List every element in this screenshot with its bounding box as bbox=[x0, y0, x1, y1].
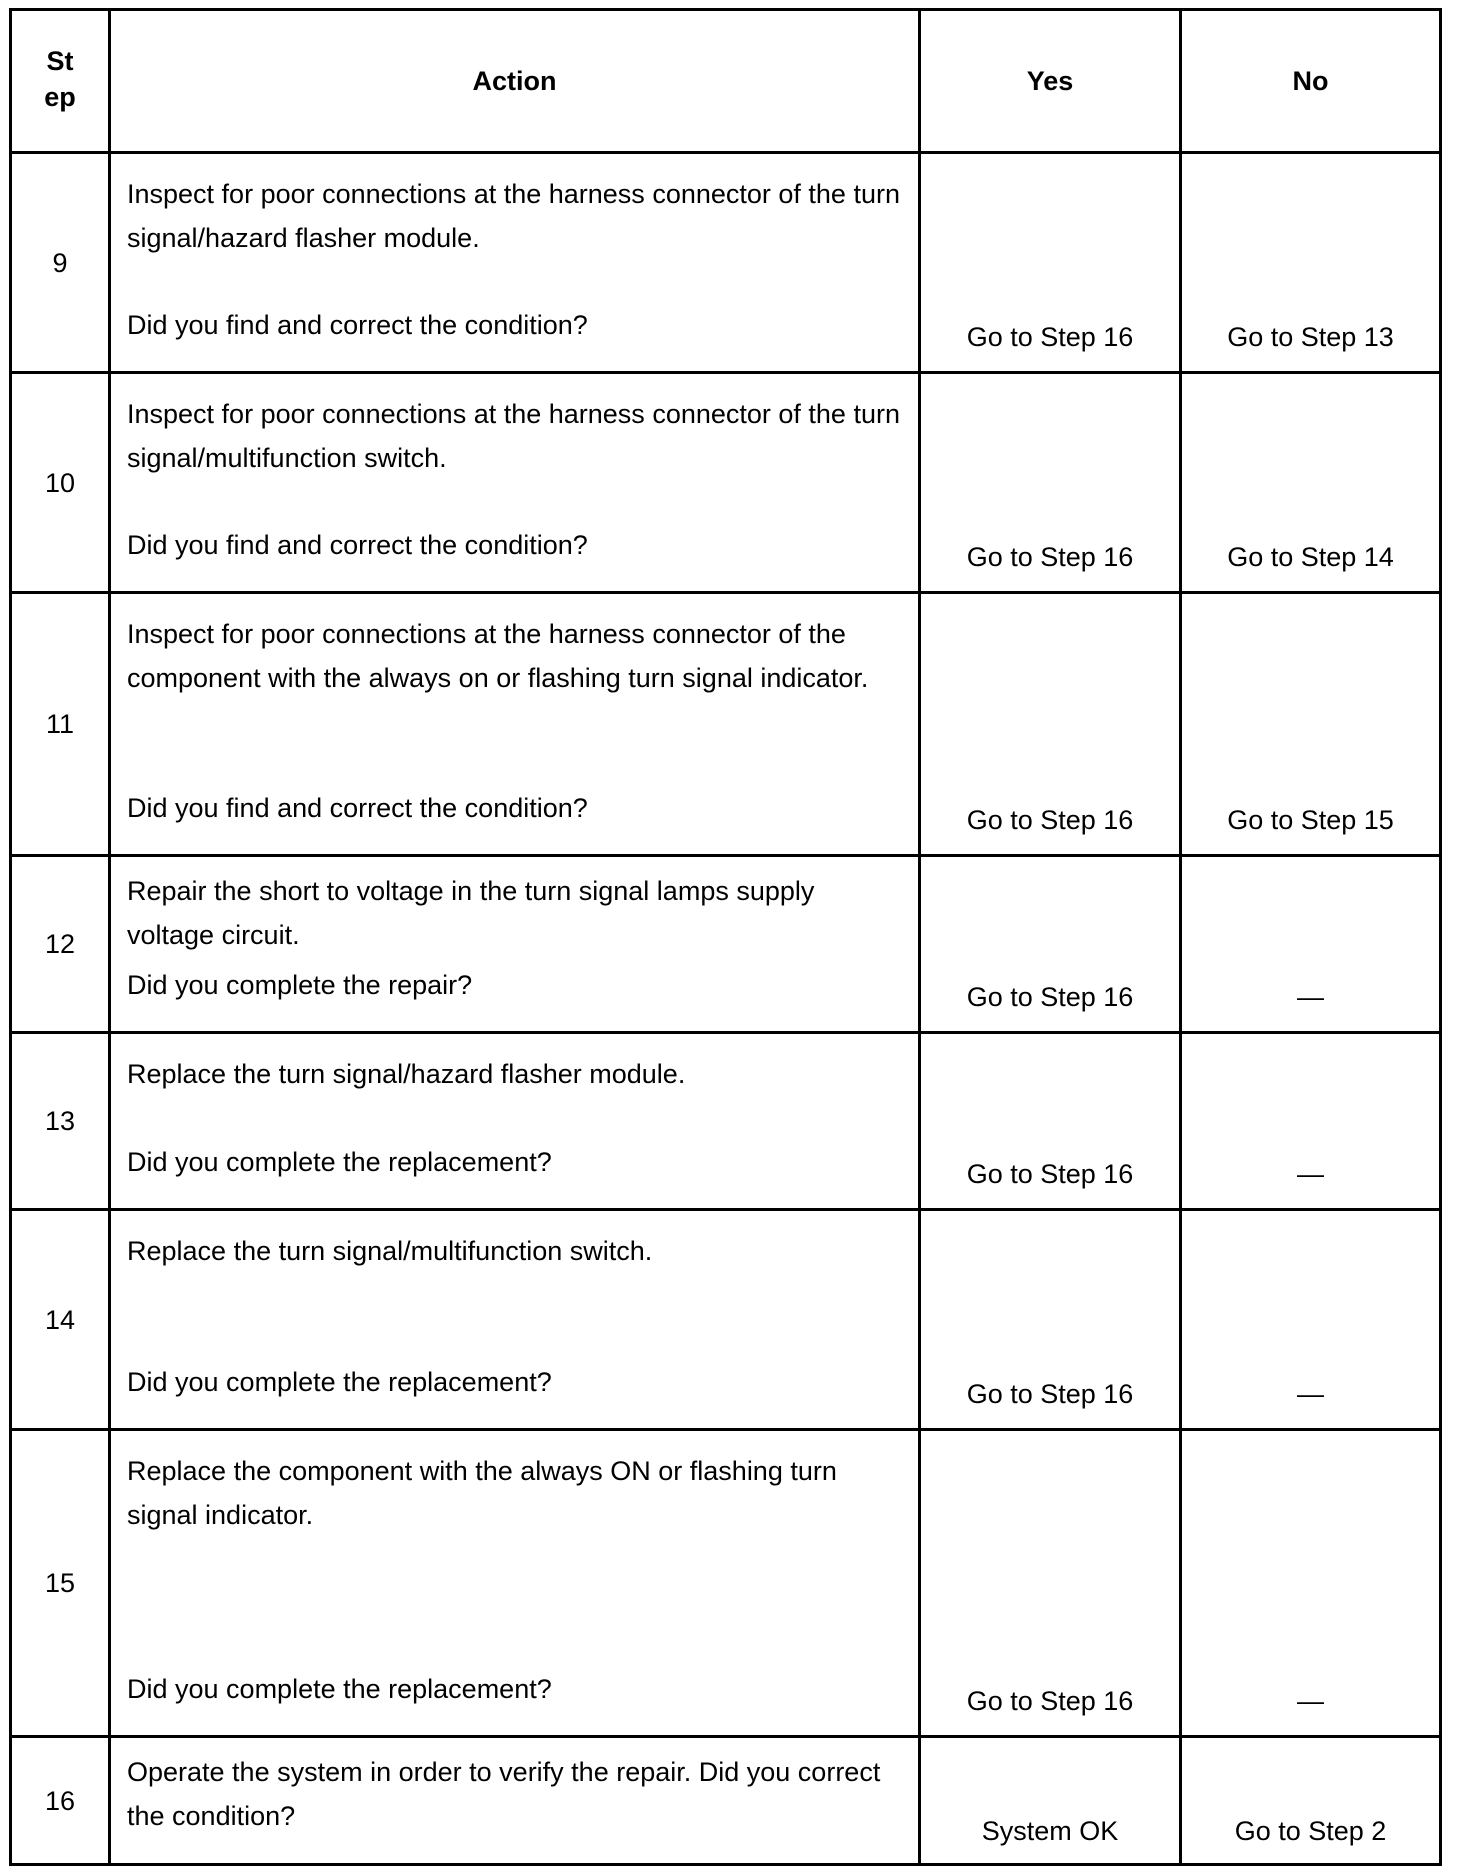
header-row bbox=[11, 10, 1441, 153]
table-row bbox=[11, 373, 1441, 593]
header-yes: Yes bbox=[920, 10, 1181, 153]
action-text: Inspect for poor connections at the harness connector of the turn signal/hazard flasher module. bbox=[127, 179, 900, 253]
action-question: Did you find and correct the condition? bbox=[127, 793, 588, 823]
step-number: 10 bbox=[11, 373, 110, 593]
table-row bbox=[11, 1210, 1441, 1430]
no-result: Go to Step 15 bbox=[1181, 593, 1441, 856]
action-text: Inspect for poor connections at the harness connector of the turn signal/multifunction switch. bbox=[127, 399, 900, 473]
no-result bbox=[1181, 856, 1441, 1033]
yes-result: Go to Step 16 bbox=[920, 1033, 1181, 1210]
yes-result: Go to Step 16 bbox=[920, 373, 1181, 593]
table-row bbox=[11, 153, 1441, 373]
no-result bbox=[1181, 1430, 1441, 1737]
header-no: No bbox=[1181, 10, 1441, 153]
action-cell bbox=[110, 1210, 920, 1430]
no-result bbox=[1181, 1210, 1441, 1430]
no-result: Go to Step 13 bbox=[1181, 153, 1441, 373]
action-cell bbox=[110, 856, 920, 1033]
action-text: Inspect for poor connections at the harness connector of the component with the always on or flashing turn signal indicator. bbox=[127, 619, 869, 693]
step-number: 13 bbox=[11, 1033, 110, 1210]
header-action: Action bbox=[110, 10, 920, 153]
header-step: St ep bbox=[11, 10, 110, 153]
table-row bbox=[11, 856, 1441, 1033]
table-row bbox=[11, 1033, 1441, 1210]
yes-result: System OK bbox=[920, 1737, 1181, 1865]
table-row bbox=[11, 1430, 1441, 1737]
no-result bbox=[1181, 1033, 1441, 1210]
action-text: Replace the component with the always ON or flashing turn signal indicator. bbox=[127, 1456, 837, 1530]
action-question: Did you complete the replacement? bbox=[127, 1367, 552, 1397]
action-cell bbox=[110, 373, 920, 593]
action-text: Replace the turn signal/multifunction switch. bbox=[127, 1236, 653, 1266]
dash-placeholder: — bbox=[1297, 982, 1324, 1012]
action-question: Did you complete the replacement? bbox=[127, 1147, 552, 1177]
action-text: Repair the short to voltage in the turn signal lamps supply voltage circuit. bbox=[127, 876, 815, 950]
yes-result: Go to Step 16 bbox=[920, 153, 1181, 373]
dash-placeholder: — bbox=[1297, 1686, 1324, 1716]
yes-result: Go to Step 16 bbox=[920, 1210, 1181, 1430]
action-question: Did you find and correct the condition? bbox=[127, 310, 588, 340]
diagnostic-table bbox=[9, 8, 1442, 1866]
dash-placeholder: — bbox=[1297, 1379, 1324, 1409]
action-cell bbox=[110, 1430, 920, 1737]
no-result: Go to Step 14 bbox=[1181, 373, 1441, 593]
no-result: Go to Step 2 bbox=[1181, 1737, 1441, 1865]
table-row bbox=[11, 593, 1441, 856]
dash-placeholder: — bbox=[1297, 1159, 1324, 1189]
table-row bbox=[11, 1737, 1441, 1865]
step-number: 9 bbox=[11, 153, 110, 373]
step-number: 12 bbox=[11, 856, 110, 1033]
action-cell bbox=[110, 1737, 920, 1865]
action-text: Replace the turn signal/hazard flasher module. bbox=[127, 1059, 686, 1089]
action-question: Did you find and correct the condition? bbox=[127, 530, 588, 560]
action-question: Did you complete the replacement? bbox=[127, 1674, 552, 1704]
action-cell bbox=[110, 153, 920, 373]
step-number: 15 bbox=[11, 1430, 110, 1737]
action-text: Operate the system in order to verify the repair. Did you correct the condition? bbox=[127, 1757, 881, 1831]
action-question: Did you complete the repair? bbox=[127, 970, 473, 1000]
step-number: 11 bbox=[11, 593, 110, 856]
yes-result: Go to Step 16 bbox=[920, 1430, 1181, 1737]
step-number: 16 bbox=[11, 1737, 110, 1865]
yes-result: Go to Step 16 bbox=[920, 856, 1181, 1033]
step-number: 14 bbox=[11, 1210, 110, 1430]
action-cell bbox=[110, 593, 920, 856]
action-cell bbox=[110, 1033, 920, 1210]
yes-result: Go to Step 16 bbox=[920, 593, 1181, 856]
